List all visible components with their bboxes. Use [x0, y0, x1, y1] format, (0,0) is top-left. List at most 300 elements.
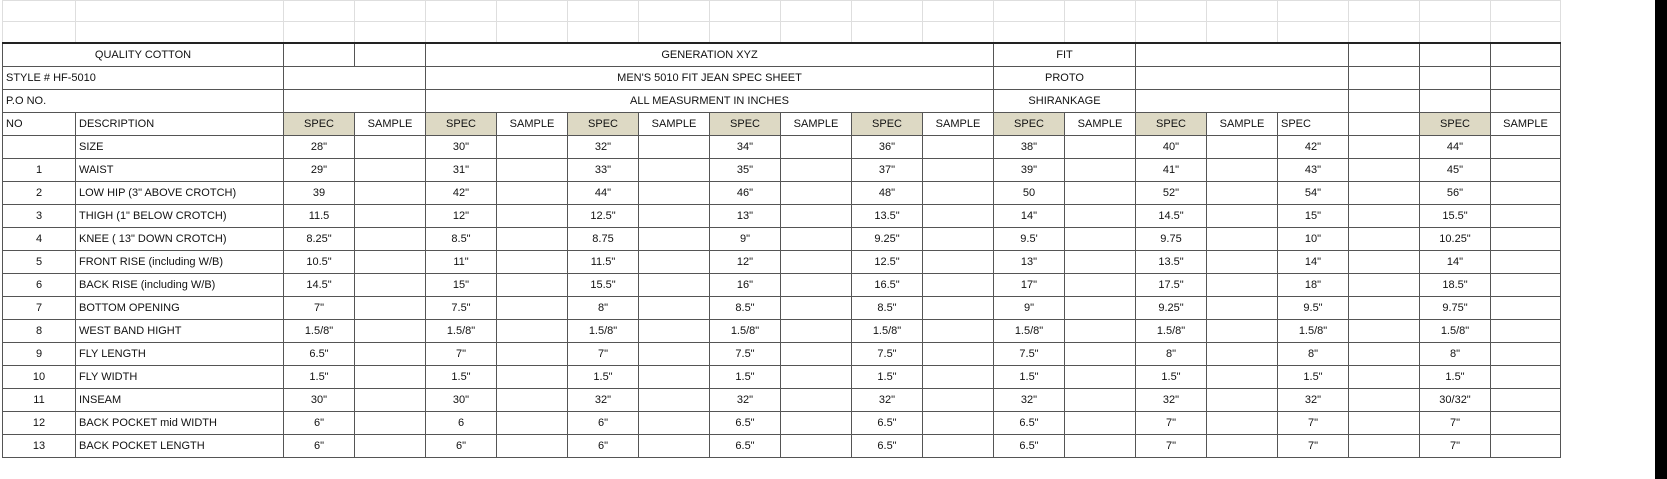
spec-value[interactable]: 6.5"	[852, 412, 923, 435]
sample-value[interactable]	[1349, 274, 1420, 297]
sample-value[interactable]	[639, 297, 710, 320]
measure-note-cell[interactable]: ALL MEASURMENT IN INCHES	[426, 90, 994, 113]
spec-value[interactable]: 40"	[1136, 136, 1207, 159]
spec-header[interactable]: SPEC	[1136, 113, 1207, 136]
spec-value[interactable]: 11"	[426, 251, 497, 274]
sample-value[interactable]	[781, 435, 852, 458]
sample-value[interactable]	[355, 389, 426, 412]
sample-value[interactable]	[497, 159, 568, 182]
cell[interactable]	[1491, 43, 1561, 67]
sample-value[interactable]	[781, 228, 852, 251]
sample-value[interactable]	[1207, 389, 1278, 412]
sample-value[interactable]	[497, 297, 568, 320]
sample-value[interactable]	[1065, 205, 1136, 228]
row-description[interactable]: INSEAM	[76, 389, 284, 412]
spec-value[interactable]: 6"	[568, 412, 639, 435]
sample-value[interactable]	[1491, 251, 1561, 274]
spec-value[interactable]: 7.5"	[852, 343, 923, 366]
spec-value[interactable]: 12.5"	[568, 205, 639, 228]
spec-value[interactable]: 10"	[1278, 228, 1349, 251]
row-number[interactable]: 3	[3, 205, 76, 228]
sample-header[interactable]: SAMPLE	[355, 113, 426, 136]
row-description[interactable]: BACK POCKET LENGTH	[76, 435, 284, 458]
spec-value[interactable]: 32"	[710, 389, 781, 412]
spec-value[interactable]: 1.5/8"	[284, 320, 355, 343]
sample-header[interactable]: SAMPLE	[1065, 113, 1136, 136]
spec-value[interactable]: 10.5"	[284, 251, 355, 274]
cell[interactable]	[1349, 43, 1420, 67]
sample-value[interactable]	[1349, 435, 1420, 458]
sample-value[interactable]	[1349, 136, 1420, 159]
spec-value[interactable]: 7.5"	[994, 343, 1065, 366]
sample-value[interactable]	[1349, 343, 1420, 366]
spec-value[interactable]: 33"	[568, 159, 639, 182]
sample-value[interactable]	[355, 343, 426, 366]
spec-value[interactable]: 1.5"	[1136, 366, 1207, 389]
spec-value[interactable]: 30/32"	[1420, 389, 1491, 412]
row-number[interactable]: 6	[3, 274, 76, 297]
sample-value[interactable]	[923, 389, 994, 412]
row-number[interactable]: 1	[3, 159, 76, 182]
no-header[interactable]: NO	[3, 113, 76, 136]
sample-value[interactable]	[639, 435, 710, 458]
sample-value[interactable]	[639, 182, 710, 205]
spec-value[interactable]: 35"	[710, 159, 781, 182]
spec-value[interactable]: 41"	[1136, 159, 1207, 182]
spec-value[interactable]: 7"	[1278, 435, 1349, 458]
spec-value[interactable]: 1.5"	[1278, 366, 1349, 389]
spec-value[interactable]: 52"	[1136, 182, 1207, 205]
sample-value[interactable]	[355, 412, 426, 435]
row-number[interactable]: 8	[3, 320, 76, 343]
spec-value[interactable]: 6"	[568, 435, 639, 458]
sample-value[interactable]	[923, 159, 994, 182]
quality-cell[interactable]: QUALITY COTTON	[3, 43, 284, 67]
sample-value[interactable]	[781, 297, 852, 320]
sample-value[interactable]	[781, 159, 852, 182]
spec-value[interactable]: 14"	[994, 205, 1065, 228]
sample-value[interactable]	[1491, 297, 1561, 320]
sample-value[interactable]	[497, 366, 568, 389]
sample-value[interactable]	[1065, 366, 1136, 389]
spec-value[interactable]: 1.5"	[426, 366, 497, 389]
sample-value[interactable]	[1207, 136, 1278, 159]
row-description[interactable]: SIZE	[76, 136, 284, 159]
row-number[interactable]	[3, 136, 76, 159]
spec-value[interactable]: 1.5"	[284, 366, 355, 389]
sample-value[interactable]	[1065, 136, 1136, 159]
spec-value[interactable]: 18"	[1278, 274, 1349, 297]
spec-value[interactable]: 29"	[284, 159, 355, 182]
spec-value[interactable]: 15"	[426, 274, 497, 297]
sample-value[interactable]	[497, 412, 568, 435]
sample-value[interactable]	[355, 159, 426, 182]
proto-value-cell[interactable]	[1136, 67, 1349, 90]
sample-value[interactable]	[355, 274, 426, 297]
spec-value[interactable]: 6.5"	[284, 343, 355, 366]
sample-value[interactable]	[1349, 205, 1420, 228]
sample-value[interactable]	[1207, 320, 1278, 343]
spec-header[interactable]: SPEC	[994, 113, 1065, 136]
spec-value[interactable]: 11.5	[284, 205, 355, 228]
sample-value[interactable]	[355, 435, 426, 458]
spec-value[interactable]: 11.5"	[568, 251, 639, 274]
sample-value[interactable]	[1207, 228, 1278, 251]
spec-value[interactable]: 44"	[1420, 136, 1491, 159]
sample-value[interactable]	[1349, 251, 1420, 274]
sample-value[interactable]	[781, 251, 852, 274]
spec-value[interactable]: 6.5"	[852, 435, 923, 458]
row-description[interactable]: WAIST	[76, 159, 284, 182]
spec-value[interactable]: 14"	[1278, 251, 1349, 274]
sample-value[interactable]	[781, 136, 852, 159]
row-number[interactable]: 9	[3, 343, 76, 366]
sample-value[interactable]	[923, 274, 994, 297]
sample-header[interactable]: SAMPLE	[497, 113, 568, 136]
row-description[interactable]: THIGH (1" BELOW CROTCH)	[76, 205, 284, 228]
row-number[interactable]: 7	[3, 297, 76, 320]
sample-value[interactable]	[1065, 297, 1136, 320]
sample-value[interactable]	[1207, 159, 1278, 182]
spec-value[interactable]: 18.5"	[1420, 274, 1491, 297]
fit-value-cell[interactable]	[1136, 43, 1349, 67]
cell[interactable]	[1491, 67, 1561, 90]
spec-value[interactable]: 8.5"	[710, 297, 781, 320]
spec-value[interactable]: 16.5"	[852, 274, 923, 297]
spec-value[interactable]: 42"	[426, 182, 497, 205]
spec-value[interactable]: 6"	[284, 412, 355, 435]
spec-value[interactable]: 32"	[852, 389, 923, 412]
spec-header[interactable]: SPEC	[710, 113, 781, 136]
cell[interactable]	[1420, 90, 1491, 113]
cell[interactable]	[1420, 67, 1491, 90]
cell[interactable]	[284, 67, 426, 90]
spec-value[interactable]: 46"	[710, 182, 781, 205]
row-description[interactable]: BACK RISE (including W/B)	[76, 274, 284, 297]
sample-value[interactable]	[1491, 366, 1561, 389]
sample-value[interactable]	[497, 251, 568, 274]
spec-value[interactable]: 14"	[1420, 251, 1491, 274]
spec-value[interactable]: 16"	[710, 274, 781, 297]
spec-value[interactable]: 7"	[1420, 412, 1491, 435]
sample-value[interactable]	[1491, 435, 1561, 458]
spec-value[interactable]: 7.5"	[710, 343, 781, 366]
sample-value[interactable]	[1207, 343, 1278, 366]
spec-value[interactable]: 1.5/8"	[568, 320, 639, 343]
spec-header[interactable]: SPEC	[852, 113, 923, 136]
sample-value[interactable]	[923, 297, 994, 320]
sample-value[interactable]	[923, 136, 994, 159]
sample-value[interactable]	[1349, 182, 1420, 205]
sample-value[interactable]	[1349, 389, 1420, 412]
sheet-title-cell[interactable]: MEN'S 5010 FIT JEAN SPEC SHEET	[426, 67, 994, 90]
sample-value[interactable]	[1065, 159, 1136, 182]
sample-value[interactable]	[781, 274, 852, 297]
sample-value[interactable]	[1065, 435, 1136, 458]
style-cell[interactable]: STYLE # HF-5010	[3, 67, 284, 90]
sample-value[interactable]	[1491, 274, 1561, 297]
spec-value[interactable]: 12"	[426, 205, 497, 228]
spec-value[interactable]: 10.25"	[1420, 228, 1491, 251]
spec-value[interactable]: 44"	[568, 182, 639, 205]
spec-value[interactable]: 8"	[568, 297, 639, 320]
sample-header[interactable]: SAMPLE	[781, 113, 852, 136]
sample-value[interactable]	[1065, 343, 1136, 366]
spec-value[interactable]: 9.5'	[994, 228, 1065, 251]
row-number[interactable]: 4	[3, 228, 76, 251]
row-number[interactable]: 13	[3, 435, 76, 458]
sample-value[interactable]	[1491, 228, 1561, 251]
sample-value[interactable]	[1207, 297, 1278, 320]
sample-value[interactable]	[923, 228, 994, 251]
row-number[interactable]: 11	[3, 389, 76, 412]
spec-value[interactable]: 6	[426, 412, 497, 435]
sample-value[interactable]	[781, 412, 852, 435]
sample-value[interactable]	[497, 274, 568, 297]
sample-value[interactable]	[1207, 435, 1278, 458]
spec-value[interactable]: 15"	[1278, 205, 1349, 228]
sample-value[interactable]	[639, 159, 710, 182]
spec-value[interactable]: 14.5"	[284, 274, 355, 297]
sample-value[interactable]	[497, 182, 568, 205]
sample-value[interactable]	[355, 366, 426, 389]
sample-value[interactable]	[781, 343, 852, 366]
cell[interactable]	[355, 43, 426, 67]
row-number[interactable]: 5	[3, 251, 76, 274]
sample-value[interactable]	[639, 136, 710, 159]
sample-value[interactable]	[639, 343, 710, 366]
shirankage-value-cell[interactable]	[1136, 90, 1349, 113]
sample-value[interactable]	[923, 343, 994, 366]
row-description[interactable]: BACK POCKET mid WIDTH	[76, 412, 284, 435]
sample-value[interactable]	[781, 366, 852, 389]
row-description[interactable]: FLY WIDTH	[76, 366, 284, 389]
spec-value[interactable]: 9.25"	[852, 228, 923, 251]
sample-value[interactable]	[781, 205, 852, 228]
sample-value[interactable]	[1491, 412, 1561, 435]
sample-header[interactable]: SAMPLE	[923, 113, 994, 136]
sample-value[interactable]	[355, 228, 426, 251]
spec-value[interactable]: 15.5"	[1420, 205, 1491, 228]
sample-value[interactable]	[1065, 274, 1136, 297]
sample-value[interactable]	[639, 366, 710, 389]
spec-value[interactable]: 1.5/8"	[994, 320, 1065, 343]
sample-value[interactable]	[1065, 320, 1136, 343]
spec-value[interactable]: 32"	[568, 389, 639, 412]
spec-value[interactable]: 13"	[994, 251, 1065, 274]
sample-value[interactable]	[923, 205, 994, 228]
spec-value[interactable]: 1.5/8"	[1136, 320, 1207, 343]
spec-value[interactable]: 31"	[426, 159, 497, 182]
spec-value[interactable]: 1.5/8"	[1420, 320, 1491, 343]
spec-value[interactable]: 6"	[426, 435, 497, 458]
spec-value[interactable]: 43"	[1278, 159, 1349, 182]
sample-header[interactable]: SAMPLE	[639, 113, 710, 136]
spec-value[interactable]: 1.5/8"	[426, 320, 497, 343]
fit-label[interactable]: FIT	[994, 43, 1136, 67]
sample-value[interactable]	[497, 343, 568, 366]
spec-value[interactable]: 9.25"	[1136, 297, 1207, 320]
spec-value[interactable]: 17.5"	[1136, 274, 1207, 297]
sample-value[interactable]	[497, 136, 568, 159]
row-description[interactable]: KNEE ( 13" DOWN CROTCH)	[76, 228, 284, 251]
spec-value[interactable]: 39"	[994, 159, 1065, 182]
cell[interactable]	[1349, 67, 1420, 90]
sample-value[interactable]	[1491, 320, 1561, 343]
spec-value[interactable]: 8"	[1420, 343, 1491, 366]
spec-value[interactable]: 8.5"	[852, 297, 923, 320]
sample-value[interactable]	[923, 366, 994, 389]
sample-value[interactable]	[639, 251, 710, 274]
spec-value[interactable]: 54"	[1278, 182, 1349, 205]
sample-header[interactable]: SAMPLE	[1207, 113, 1278, 136]
spec-value[interactable]: 1.5"	[710, 366, 781, 389]
spec-value[interactable]: 45"	[1420, 159, 1491, 182]
sample-value[interactable]	[355, 136, 426, 159]
sample-value[interactable]	[1207, 205, 1278, 228]
spec-value[interactable]: 17"	[994, 274, 1065, 297]
sample-value[interactable]	[497, 389, 568, 412]
spec-value[interactable]: 6.5"	[710, 412, 781, 435]
spec-value[interactable]: 34"	[710, 136, 781, 159]
sample-value[interactable]	[1491, 159, 1561, 182]
sample-value[interactable]	[1491, 136, 1561, 159]
sample-value[interactable]	[1065, 182, 1136, 205]
spec-value[interactable]: 1.5"	[852, 366, 923, 389]
sample-value[interactable]	[781, 320, 852, 343]
sample-value[interactable]	[1491, 205, 1561, 228]
sample-value[interactable]	[497, 205, 568, 228]
sample-value[interactable]	[355, 251, 426, 274]
spec-value[interactable]: 28"	[284, 136, 355, 159]
spec-value[interactable]: 12.5"	[852, 251, 923, 274]
spec-value[interactable]: 7"	[1278, 412, 1349, 435]
spec-value[interactable]: 1.5"	[1420, 366, 1491, 389]
row-number[interactable]: 12	[3, 412, 76, 435]
cell[interactable]	[284, 90, 426, 113]
sample-value[interactable]	[1349, 320, 1420, 343]
sample-value[interactable]	[355, 205, 426, 228]
spec-value[interactable]: 13.5"	[852, 205, 923, 228]
spec-value[interactable]: 9"	[710, 228, 781, 251]
sample-value[interactable]	[1207, 182, 1278, 205]
sample-value[interactable]	[497, 320, 568, 343]
sample-value[interactable]	[1349, 366, 1420, 389]
sample-value[interactable]	[497, 228, 568, 251]
sample-value[interactable]	[1491, 182, 1561, 205]
sample-value[interactable]	[1065, 412, 1136, 435]
sample-value[interactable]	[1349, 228, 1420, 251]
sample-value[interactable]	[781, 389, 852, 412]
spec-value[interactable]: 32"	[1278, 389, 1349, 412]
spec-value[interactable]: 42"	[1278, 136, 1349, 159]
sample-value[interactable]	[1349, 297, 1420, 320]
spec-value[interactable]: 9"	[994, 297, 1065, 320]
spec-value[interactable]: 8.75	[568, 228, 639, 251]
sample-value[interactable]	[1207, 412, 1278, 435]
sample-value[interactable]	[1491, 343, 1561, 366]
spec-value[interactable]: 15.5"	[568, 274, 639, 297]
spec-value[interactable]: 30"	[426, 136, 497, 159]
sample-value[interactable]	[355, 297, 426, 320]
sample-value[interactable]	[1065, 228, 1136, 251]
spec-value[interactable]: 1.5/8"	[852, 320, 923, 343]
sample-value[interactable]	[639, 412, 710, 435]
spec-value[interactable]: 9.5"	[1278, 297, 1349, 320]
spec-value[interactable]: 8"	[1278, 343, 1349, 366]
generation-cell[interactable]: GENERATION XYZ	[426, 43, 994, 67]
sample-value[interactable]	[923, 435, 994, 458]
spec-value[interactable]: 8.5"	[426, 228, 497, 251]
spec-header[interactable]: SPEC	[568, 113, 639, 136]
shirankage-label[interactable]: SHIRANKAGE	[994, 90, 1136, 113]
spec-value[interactable]: 6.5"	[994, 435, 1065, 458]
spec-value[interactable]: 13"	[710, 205, 781, 228]
sample-value[interactable]	[639, 320, 710, 343]
spec-value[interactable]: 48"	[852, 182, 923, 205]
spec-value[interactable]: 1.5/8"	[710, 320, 781, 343]
sample-value[interactable]	[923, 251, 994, 274]
spec-value[interactable]: 13.5"	[1136, 251, 1207, 274]
sample-value[interactable]	[1491, 389, 1561, 412]
sample-value[interactable]	[781, 182, 852, 205]
spec-value[interactable]: 32"	[1136, 389, 1207, 412]
spec-value[interactable]: 1.5/8"	[1278, 320, 1349, 343]
spec-value[interactable]: 9.75	[1136, 228, 1207, 251]
sample-value[interactable]	[1207, 251, 1278, 274]
spec-value[interactable]: 9.75"	[1420, 297, 1491, 320]
spec-value[interactable]: 8"	[1136, 343, 1207, 366]
spec-value[interactable]: 14.5"	[1136, 205, 1207, 228]
sample-value[interactable]	[1207, 366, 1278, 389]
spec-value[interactable]: 6.5"	[710, 435, 781, 458]
spec-value[interactable]: 37"	[852, 159, 923, 182]
sample-value[interactable]	[639, 228, 710, 251]
spec-value[interactable]: 38"	[994, 136, 1065, 159]
sample-value[interactable]	[639, 274, 710, 297]
spec-header[interactable]: SPEC	[284, 113, 355, 136]
spec-value[interactable]: 7"	[1136, 412, 1207, 435]
description-header[interactable]: DESCRIPTION	[76, 113, 284, 136]
sample-header[interactable]: SAMPLE	[1491, 113, 1561, 136]
po-cell[interactable]: P.O NO.	[3, 90, 284, 113]
sample-value[interactable]	[923, 412, 994, 435]
cell[interactable]	[284, 43, 355, 67]
sample-value[interactable]	[923, 182, 994, 205]
spec-value[interactable]: 6"	[284, 435, 355, 458]
cell[interactable]	[1349, 113, 1420, 136]
sample-value[interactable]	[923, 320, 994, 343]
spec-value[interactable]: 6.5"	[994, 412, 1065, 435]
spec-value[interactable]: 32"	[994, 389, 1065, 412]
sample-value[interactable]	[1065, 389, 1136, 412]
sample-value[interactable]	[639, 389, 710, 412]
row-description[interactable]: WEST BAND HIGHT	[76, 320, 284, 343]
sample-value[interactable]	[1207, 274, 1278, 297]
row-number[interactable]: 10	[3, 366, 76, 389]
sample-value[interactable]	[639, 205, 710, 228]
sample-value[interactable]	[497, 435, 568, 458]
sample-value[interactable]	[355, 182, 426, 205]
spec-value[interactable]: 7"	[1420, 435, 1491, 458]
spec-value[interactable]: 7"	[426, 343, 497, 366]
spec-value[interactable]: 32"	[568, 136, 639, 159]
spec-value[interactable]: 7.5"	[426, 297, 497, 320]
sample-value[interactable]	[1065, 251, 1136, 274]
spec-value[interactable]: 7"	[568, 343, 639, 366]
sample-value[interactable]	[355, 320, 426, 343]
spec-value[interactable]: 1.5"	[994, 366, 1065, 389]
